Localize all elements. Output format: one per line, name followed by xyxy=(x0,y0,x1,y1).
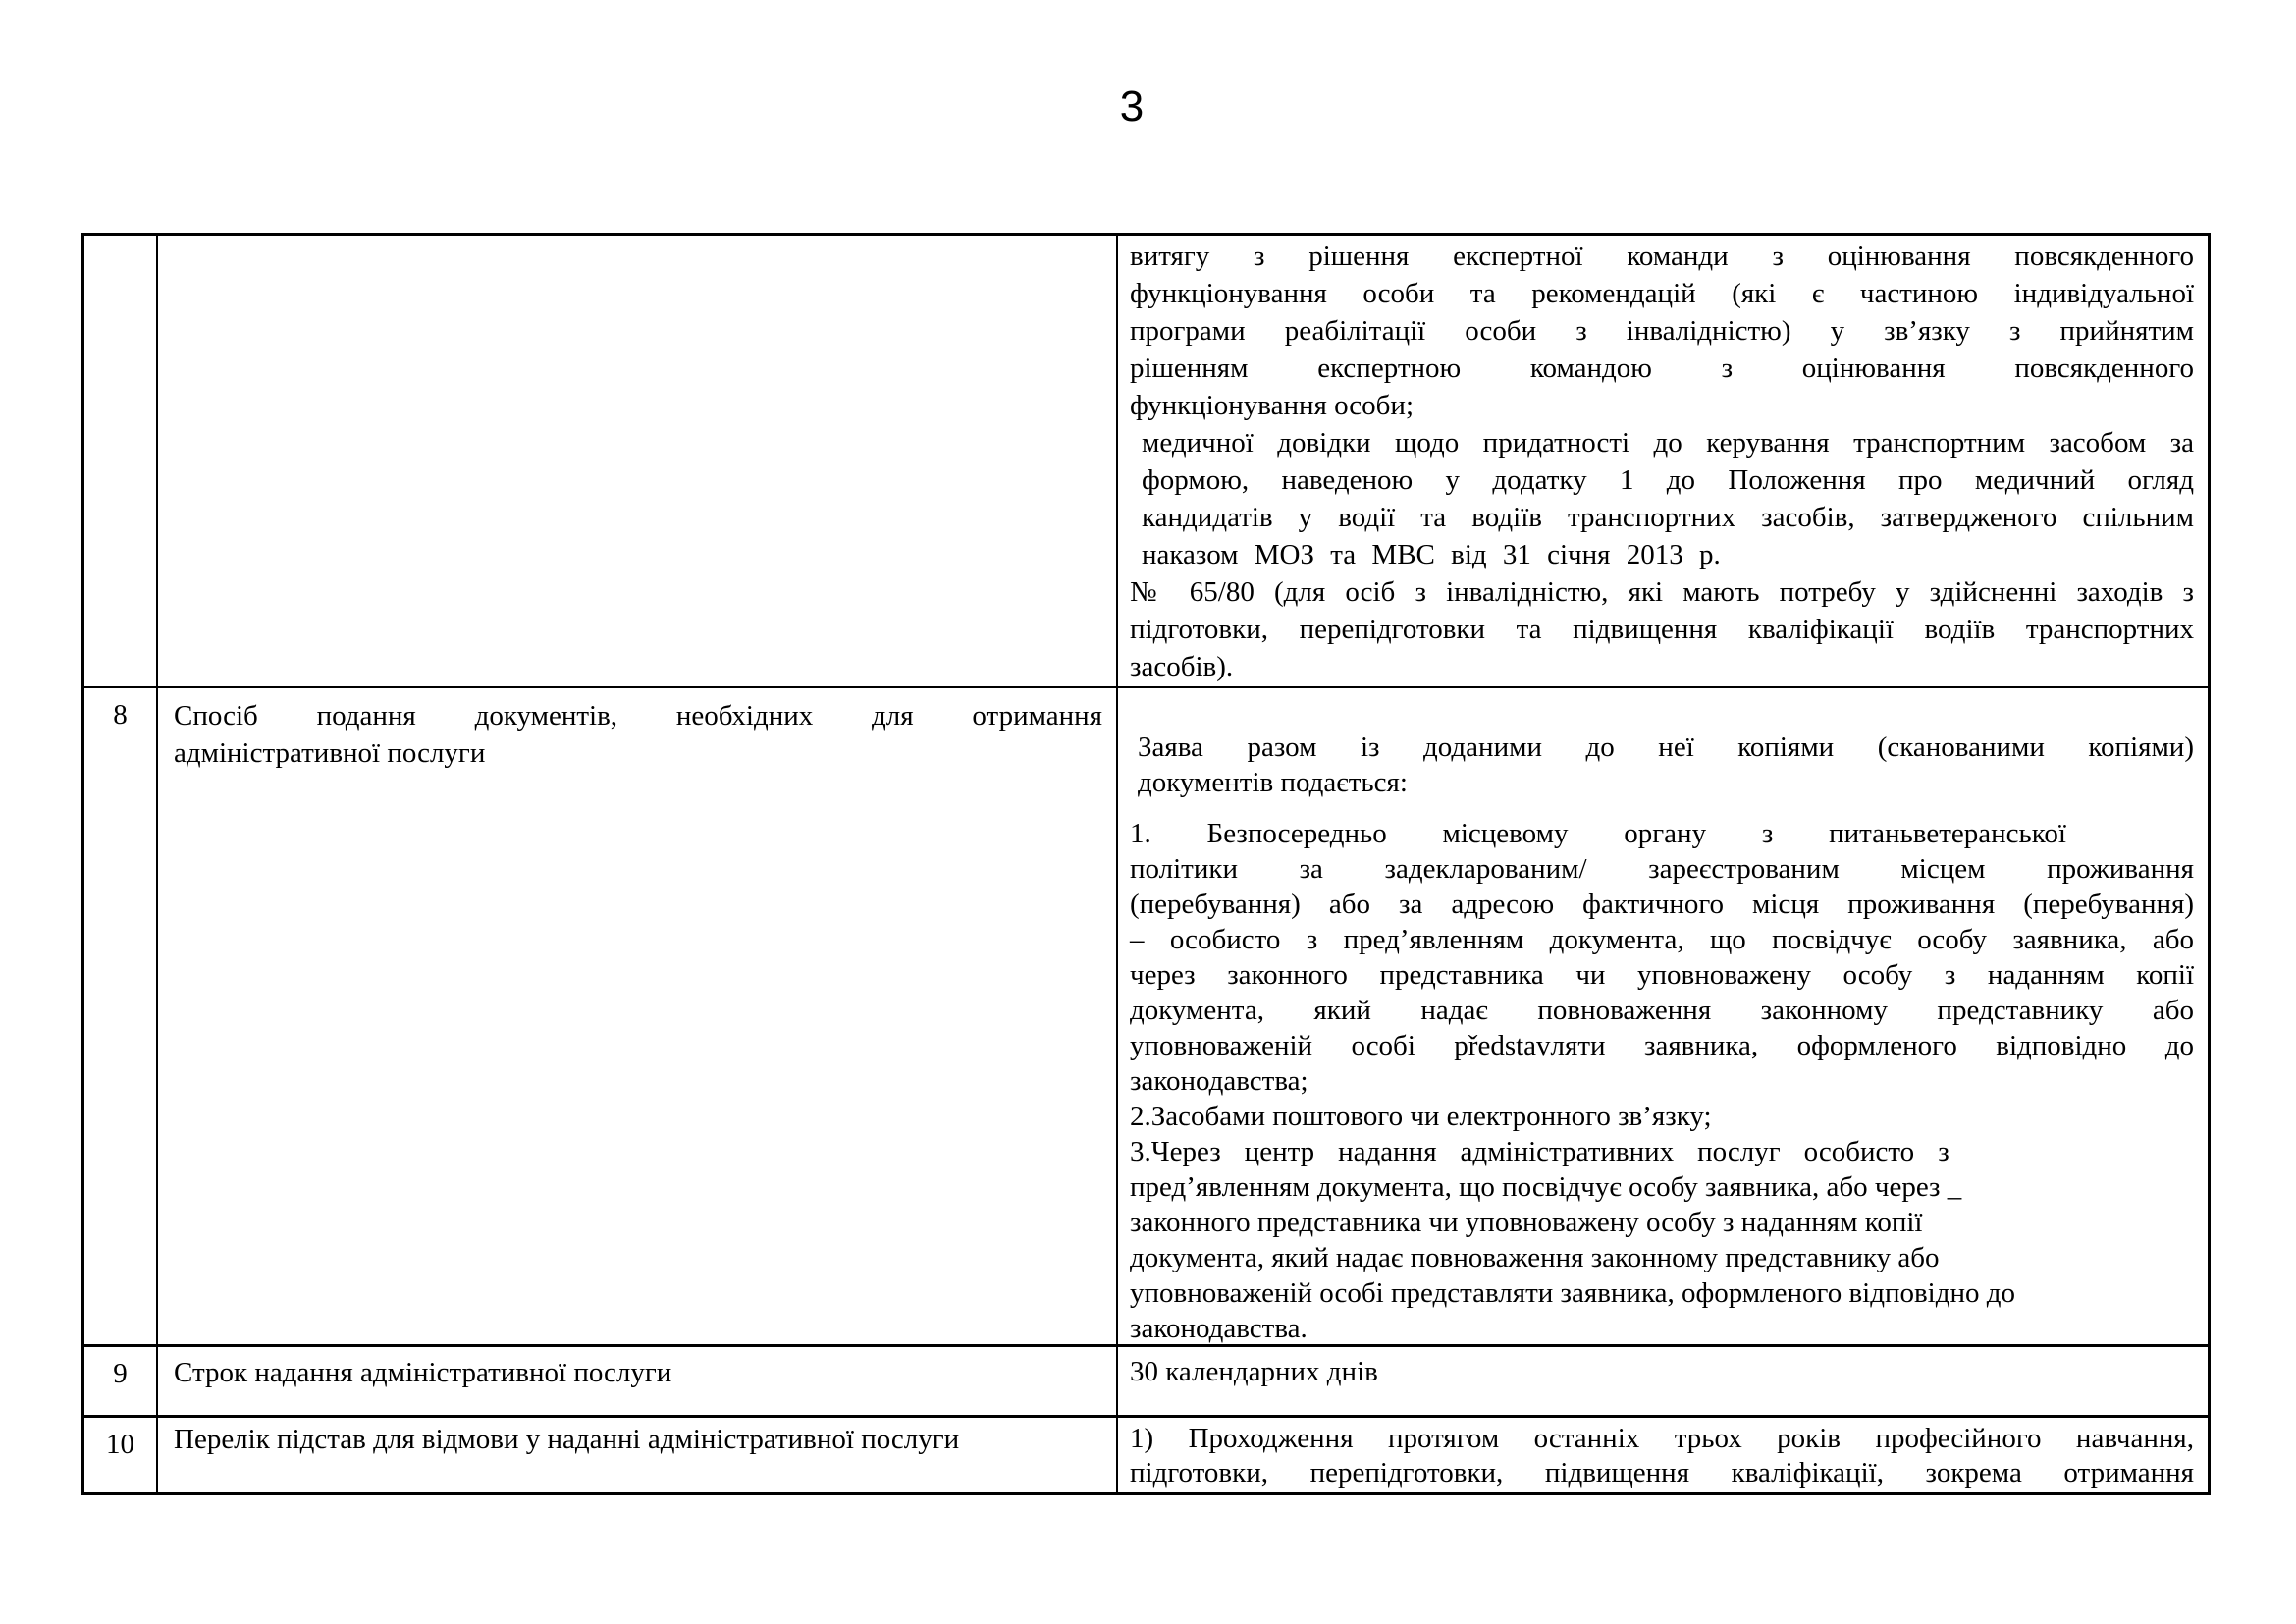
text-line: пред’явленням документа, що посвідчує особу заявника, або через _ xyxy=(1130,1171,1962,1203)
row-10-number-cell: 10 xyxy=(84,1418,158,1492)
text-line: уповноваженій особі представляти заявника, оформленого відповідно до xyxy=(1130,1277,2016,1309)
text-line: № 65/80 (для осіб з інвалідністю, які мають потребу у здійсненні заходів з xyxy=(1130,576,2194,608)
row-10-label-cell xyxy=(158,1418,1118,1492)
text-line: Спосіб подання документів, необхідних для отримання xyxy=(174,700,1102,731)
row-8-content-cell xyxy=(1118,688,2208,1347)
text-line: 30 календарних днів xyxy=(1130,1356,1378,1387)
text-line: засобів). xyxy=(1130,651,1234,682)
text-line: документів подається: xyxy=(1138,767,1408,798)
row-8-number-cell: 8 xyxy=(84,688,158,1347)
text-line: 1) Проходження протягом останніх трьох років професійного навчання, xyxy=(1130,1423,2194,1454)
text-line: Перелік підстав для відмови у наданні адміністративної послуги xyxy=(174,1424,960,1455)
text-line: наказом МОЗ та МВС від 31 січня 2013 р. xyxy=(1142,539,1721,570)
text-line: (перебування) або за адресою фактичного місця проживання (перебування) xyxy=(1130,889,2194,920)
text-line: 1. Безпосередньо місцевому органу з питаньветеранської xyxy=(1130,818,2066,849)
text-line: законного представника чи уповноважену особу з наданням копії xyxy=(1130,1207,1923,1238)
row-8-label-cell xyxy=(158,688,1118,1347)
text-line: формою, наведеною у додатку 1 до Положення про медичний огляд xyxy=(1142,464,2194,496)
text-line: витягу з рішення експертної команди з оцінювання повсякденного xyxy=(1130,241,2194,272)
text-line: програми реабілітації особи з інвалідністю) у зв’язку з прийнятим xyxy=(1130,315,2194,347)
text-line: Заява разом із доданими до неї копіями (сканованими копіями) xyxy=(1138,731,2194,763)
page-number: 3 xyxy=(1119,82,1145,131)
text-line: функціонування особи; xyxy=(1130,390,1415,421)
text-line: законодавства. xyxy=(1130,1313,1308,1344)
text-line: уповноваженій особі představляти заявника, оформленого відповідно до xyxy=(1130,1030,2194,1061)
text-line: Строк надання адміністративної послуги xyxy=(174,1357,672,1388)
text-line: підготовки, перепідготовки та підвищення кваліфікації водіїв транспортних xyxy=(1130,614,2194,645)
text-line: 3.Через центр надання адміністративних послуг особисто з xyxy=(1130,1136,1949,1167)
text-line: рішенням експертною командою з оцінювання повсякденного xyxy=(1130,352,2194,384)
row-continuation-label-cell xyxy=(158,236,1118,688)
text-line: підготовки, перепідготовки, підвищення кваліфікації, зокрема отримання xyxy=(1130,1457,2194,1489)
row-9-label-cell xyxy=(158,1347,1118,1418)
text-line: медичної довідки щодо придатності до керування транспортним засобом за xyxy=(1142,427,2194,459)
row-9-number-cell: 9 xyxy=(84,1347,158,1418)
text-line: документа, який надає повноваження законному представнику або xyxy=(1130,1242,1940,1273)
row-continuation-number-cell xyxy=(84,236,158,688)
document-table xyxy=(81,233,2211,1495)
text-line: адміністративної послуги xyxy=(174,737,486,769)
text-line: – особисто з пред’явленням документа, що посвідчує особу заявника, або xyxy=(1130,924,2194,955)
text-line: 2.Засобами поштового чи електронного зв’язку; xyxy=(1130,1101,1712,1132)
row-continuation-content-cell xyxy=(1118,236,2208,688)
row-10-content-cell xyxy=(1118,1418,2208,1492)
text-line: кандидатів у водії та водіїв транспортних засобів, затвердженого спільним xyxy=(1142,502,2194,533)
text-line: функціонування особи та рекомендацій (які є частиною індивідуальної xyxy=(1130,278,2194,309)
text-line: через законного представника чи уповноважену особу з наданням копії xyxy=(1130,959,2194,991)
text-line: документа, який надає повноваження законному представнику або xyxy=(1130,995,2194,1026)
text-line: законодавства; xyxy=(1130,1065,1308,1097)
text-line: політики за задекларованим/ зареєстрованим місцем проживання xyxy=(1130,853,2194,885)
row-9-content-cell xyxy=(1118,1347,2208,1418)
